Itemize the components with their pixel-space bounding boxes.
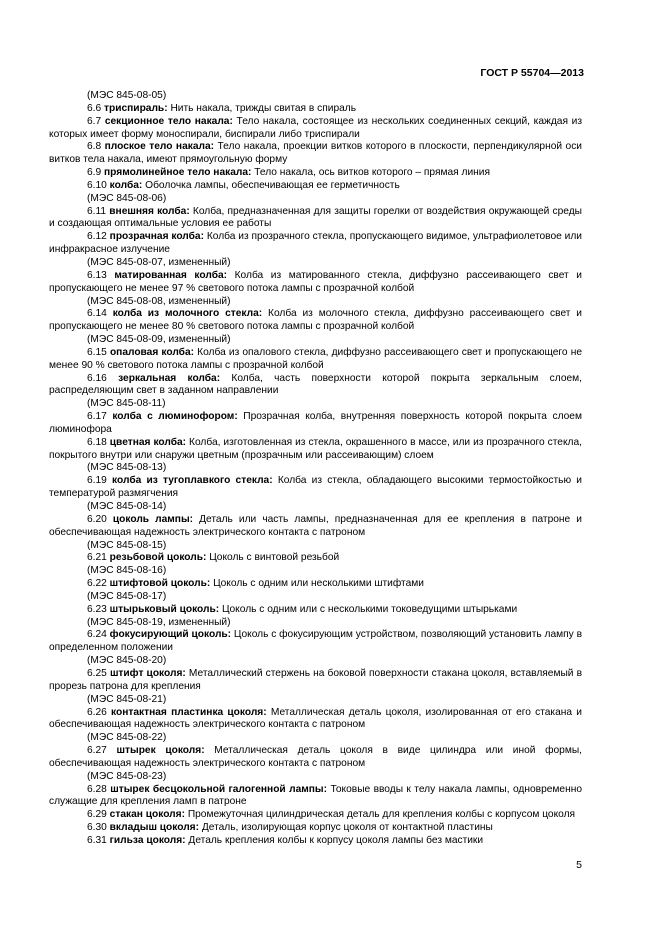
term-text: Металлическая деталь цоколя, изолированная от его стакана и обеспечивающая надежность электрического контакта с патроном	[49, 706, 582, 731]
term-name: колба из тугоплавкого стекла:	[112, 475, 273, 487]
term-definition	[49, 604, 582, 617]
term-name: секционное тело накала:	[104, 115, 233, 127]
term-number: 6.12	[87, 231, 107, 243]
term-text: Металлический стержень на боковой поверхности стакана цоколя, вставляемый в прорезь патрона для крепления	[49, 667, 582, 692]
term-definition	[49, 809, 582, 822]
term-text: Токовые вводы к телу накала лампы, одновременно служащие для крепления ламп в патроне	[49, 783, 582, 808]
term-definition	[49, 668, 582, 694]
term-definition	[49, 475, 582, 501]
term-name: колба из молочного стекла:	[112, 308, 263, 320]
term-text: Колба, часть поверхности которой покрыта зеркальным слоем, распределяющим свет в заданном направлении	[49, 372, 582, 397]
term-name: штифтовой цоколь:	[109, 578, 211, 590]
source-reference: (МЭС 845-08-13)	[87, 462, 167, 474]
term-definition	[49, 308, 582, 334]
page-number: 5	[576, 859, 582, 871]
term-text: Цоколь с одним или несколькими штифтами	[213, 578, 424, 590]
source-reference: (МЭС 845-08-15)	[87, 539, 167, 551]
term-name: прямолинейное тело накала:	[104, 167, 252, 179]
term-number: 6.8	[87, 141, 102, 153]
term-number: 6.27	[87, 745, 107, 757]
source-reference: (МЭС 845-08-20)	[87, 655, 167, 667]
term-name: штифт цоколя:	[109, 667, 186, 679]
term-text: Прозрачная колба, внутренняя поверхность которой покрыта слоем люминофора	[49, 411, 582, 435]
term-text: Колба из стекла, обладающего высокими термостойкостью и температурой размягчения	[49, 475, 583, 500]
source-reference: (МЭС 845-08-23)	[87, 770, 167, 782]
term-text: Колба из прозрачного стекла, пропускающего видимое, ультрафиолетовое или инфракрасное излучение	[49, 231, 582, 256]
term-name: зеркальная колба:	[118, 372, 221, 384]
term-definition	[49, 707, 582, 733]
term-definition	[49, 347, 582, 373]
term-definition	[49, 103, 582, 116]
term-text: Деталь крепления колбы к корпусу цоколя лампы без мастики	[188, 834, 484, 846]
term-number: 6.20	[87, 513, 107, 525]
term-text: Нить накала, трижды свитая в спираль	[170, 102, 357, 114]
source-reference: (МЭС 845-08-08, измененный)	[87, 295, 231, 307]
term-number: 6.14	[87, 308, 107, 320]
term-definition	[49, 835, 582, 848]
term-definition	[49, 141, 582, 167]
term-text: Цоколь с фокусирующим устройством, позволяющий установить лампу в определенном положении	[49, 629, 582, 654]
term-text: Цоколь с винтовой резьбой	[209, 552, 340, 564]
term-definition	[49, 578, 582, 591]
term-name: стакан цоколя:	[109, 809, 185, 821]
term-number: 6.24	[87, 629, 107, 641]
source-reference: (МЭС 845-08-05)	[87, 90, 167, 101]
term-name: резьбовой цоколь:	[109, 552, 207, 564]
term-definition	[49, 822, 582, 835]
term-number: 6.17	[87, 411, 107, 423]
term-text: Тело накала, проекции витков которого в плоскости, перпендикулярной оси витков тела накала, имеют прямоугольную форму	[49, 141, 582, 166]
term-number: 6.18	[87, 436, 107, 448]
term-name: штырьковый цоколь:	[109, 603, 220, 615]
document-code: ГОСТ Р 55704—2013	[480, 67, 584, 79]
term-number: 6.9	[87, 167, 102, 179]
term-text: Тело накала, ось витков которого – прямая линия	[254, 167, 490, 179]
term-number: 6.31	[87, 834, 107, 846]
term-definition	[49, 206, 582, 232]
term-definition	[49, 270, 582, 296]
term-name: внешняя колба:	[109, 205, 190, 217]
term-definition	[49, 629, 582, 655]
term-number: 6.16	[87, 372, 107, 384]
term-name: фокусирующий цоколь:	[109, 629, 232, 641]
term-definition	[49, 784, 582, 810]
term-number: 6.19	[87, 475, 107, 487]
term-name: вкладыш цоколя:	[109, 822, 200, 834]
term-definition	[49, 552, 582, 565]
term-number: 6.23	[87, 603, 107, 615]
document-body	[49, 90, 582, 848]
term-text: Оболочка лампы, обеспечивающая ее герметичность	[145, 179, 400, 191]
source-reference: (МЭС 845-08-17)	[87, 590, 167, 602]
term-number: 6.29	[87, 809, 107, 821]
term-text: Деталь или часть лампы, предназначенная для ее крепления в патроне и обеспечивающая надежность электрического контакта с патроном	[49, 513, 582, 538]
term-text: Колба, изготовленная из стекла, окрашенного в массе, или из прозрачного стекла, покрытого внутри или снаружи цветным (прозрачным или рассеивающим) слоем	[49, 436, 582, 461]
term-number: 6.7	[87, 115, 102, 127]
term-name: опаловая колба:	[109, 346, 195, 358]
source-reference: (МЭС 845-08-14)	[87, 501, 167, 512]
term-number: 6.11	[87, 205, 107, 217]
term-definition	[49, 231, 582, 257]
term-name: матированная колба:	[114, 269, 228, 281]
term-text: Колба из опалового стекла, диффузно рассеивающего свет и пропускающего не менее 90 % светового потока лампы с прозрачной колбой	[49, 346, 582, 371]
term-name: контактная пластинка цоколя:	[111, 706, 267, 718]
source-reference: (МЭС 845-08-09, измененный)	[87, 334, 231, 346]
term-name: гильза цоколя:	[109, 834, 186, 846]
term-name: триспираль:	[104, 102, 168, 114]
source-reference: (МЭС 845-08-16)	[87, 565, 167, 577]
term-number: 6.22	[87, 578, 107, 590]
term-text: Колба из матированного стекла, диффузно рассеивающего свет и пропускающего не менее 97 % светового потока лампы с прозрачной колбой	[49, 269, 582, 294]
term-text: Цоколь с одним или с несколькими токоведущими штырьками	[221, 603, 518, 615]
term-name: цветная колба:	[109, 436, 187, 448]
term-definition	[49, 745, 582, 771]
term-definition	[49, 167, 582, 180]
term-definition	[49, 411, 582, 437]
term-text: Деталь, изолирующая корпус цоколя от контактной пластины	[201, 822, 493, 834]
term-number: 6.6	[87, 102, 102, 114]
term-number: 6.25	[87, 667, 107, 679]
term-text: Промежуточная цилиндрическая деталь для крепления колбы с корпусом цоколя	[187, 809, 576, 821]
source-reference: (МЭС 845-08-21)	[87, 693, 167, 705]
term-name: плоское тело накала:	[104, 141, 215, 153]
term-number: 6.26	[87, 706, 107, 718]
term-number: 6.13	[87, 269, 107, 281]
source-reference: (МЭС 845-08-11)	[87, 398, 166, 410]
term-number: 6.10	[87, 179, 107, 191]
term-definition	[49, 180, 582, 193]
term-definition	[49, 437, 582, 463]
term-definition	[49, 373, 582, 399]
source-reference: (МЭС 845-08-19, измененный)	[87, 616, 231, 628]
term-number: 6.30	[87, 822, 107, 834]
term-name: колба с люминофором:	[112, 411, 238, 423]
term-name: штырек бесцокольной галогенной лампы:	[110, 783, 328, 795]
term-number: 6.15	[87, 346, 107, 358]
term-name: колба:	[109, 179, 143, 191]
term-text: Колба, предназначенная для защиты горелки от воздействия окружающей среды и создающая оптимальные условия ее работы	[49, 205, 582, 230]
source-reference: (МЭС 845-08-22)	[87, 732, 167, 744]
term-number: 6.28	[87, 783, 107, 795]
term-definition	[49, 514, 582, 540]
term-number: 6.21	[87, 552, 107, 564]
term-name: цоколь лампы:	[112, 513, 194, 525]
term-name: штырек цоколя:	[116, 745, 205, 757]
term-definition	[49, 116, 582, 142]
source-reference: (МЭС 845-08-06)	[87, 192, 167, 204]
term-name: прозрачная колба:	[109, 231, 204, 243]
source-reference: (МЭС 845-08-07, измененный)	[87, 256, 231, 268]
term-text: Колба из молочного стекла, диффузно рассеивающего свет и пропускающего не менее 80 % светового потока лампы с прозрачной колбой	[49, 308, 582, 333]
term-text: Металлическая деталь цоколя в виде цилиндра или иной формы, обеспечивающая надежность электрического контакта с патроном	[49, 745, 582, 769]
term-text: Тело накала, состоящее из нескольких соединенных секций, каждая из которых имеет форму моноспирали, биспирали либо триспирали	[49, 115, 582, 140]
